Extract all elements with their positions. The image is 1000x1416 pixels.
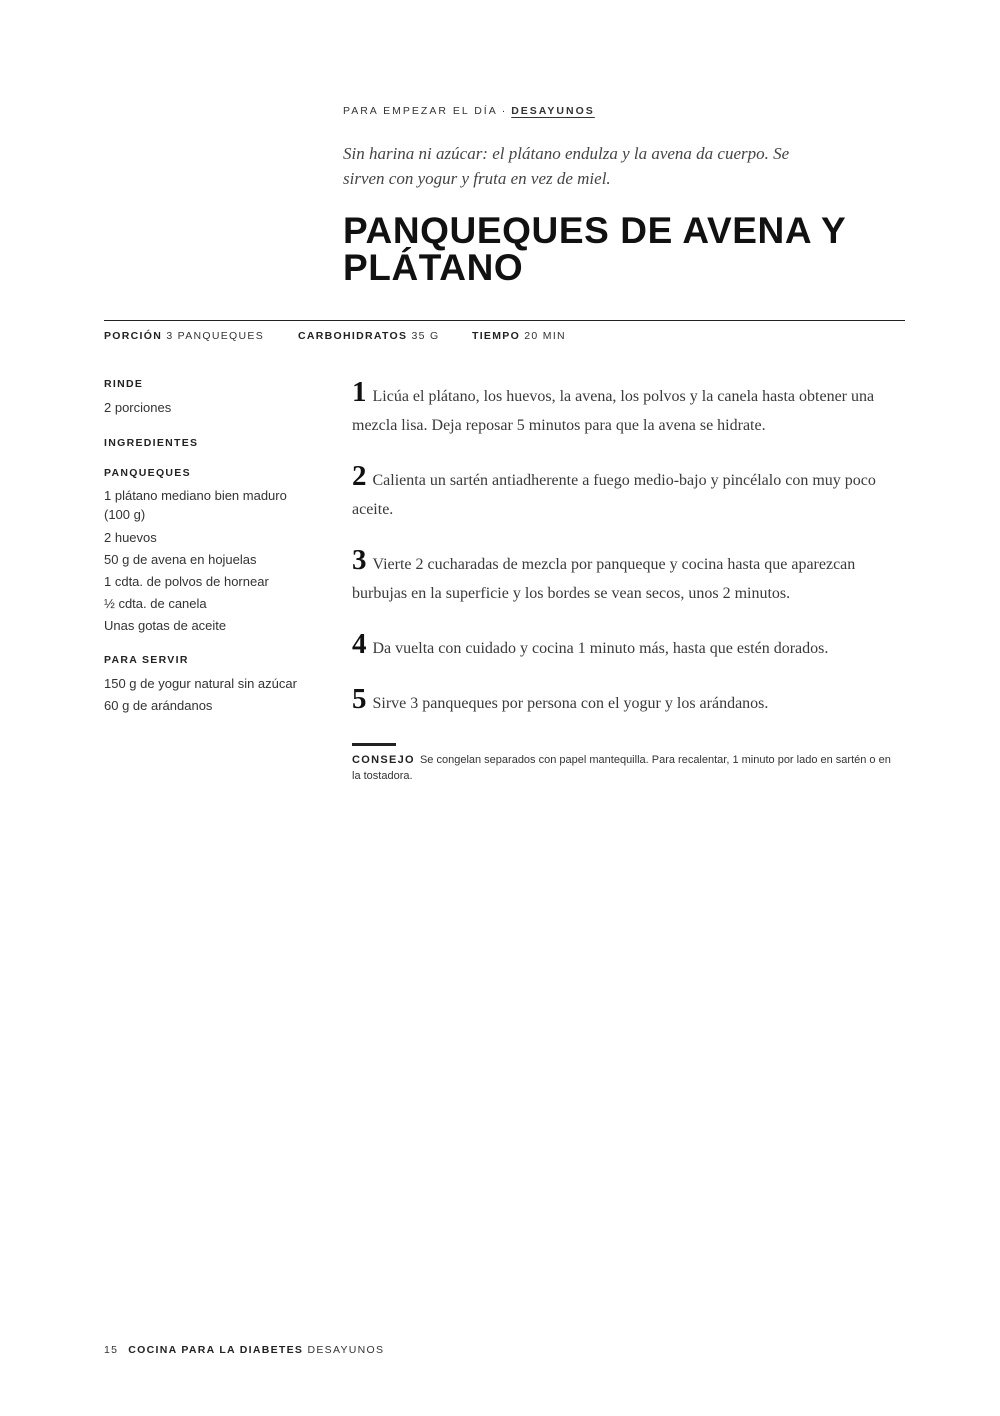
ingredient-item: 150 g de yogur natural sin azúcar — [104, 676, 297, 691]
tip-note — [352, 752, 897, 784]
step-4 — [352, 630, 897, 663]
step-2 — [352, 462, 897, 524]
group-heading-panqueques: PANQUEQUES — [104, 467, 191, 479]
ingredient-item: 50 g de avena en hojuelas — [104, 552, 257, 567]
ingredient-item: 1 plátano mediano bien maduro (100 g) — [104, 488, 287, 522]
step-number: 2 — [352, 460, 367, 492]
meta-carbs — [298, 330, 472, 342]
ingredient-item: 60 g de arándanos — [104, 698, 213, 713]
recipe-title-line-1: PANQUEQUES DE AVENA Y — [343, 210, 847, 251]
tip-label: CONSEJO — [352, 754, 415, 766]
ingredients-sidebar — [104, 377, 314, 717]
meta-carbs-label: CARBOHIDRATOS — [298, 330, 408, 342]
step-text: Calienta un sartén antiadherente a fuego medio-bajo y pincélalo con muy poco aceite. — [352, 472, 876, 518]
tip-text: Se congelan separados con papel mantequilla. Para recalentar, 1 minuto por lado en sartén o en la tostadora. — [352, 754, 891, 782]
ingredient-list-panqueques — [104, 486, 314, 637]
step-text: Licúa el plátano, los huevos, la avena, los polvos y la canela hasta obtener una mezcla lisa. Deja reposar 5 minutos para que la avena se hidrate. — [352, 388, 875, 434]
step-text: Sirve 3 panqueques por persona con el yogur y los arándanos. — [372, 695, 769, 712]
meta-portion-value: 3 PANQUEQUES — [166, 330, 265, 342]
tip-accent-bar — [352, 743, 396, 746]
section-kicker — [343, 105, 595, 117]
group-heading-para-servir: PARA SERVIR — [104, 654, 189, 666]
ingredient-item: 1 cdta. de polvos de hornear — [104, 574, 269, 589]
ingredient-item: 2 huevos — [104, 530, 157, 545]
recipe-meta — [104, 330, 566, 342]
meta-portion-label: PORCIÓN — [104, 330, 163, 342]
recipe-title — [343, 212, 943, 286]
page-footer — [104, 1344, 384, 1356]
method-steps — [352, 378, 897, 740]
footer-book-title: COCINA PARA LA DIABETES — [128, 1344, 304, 1356]
ingredients-heading: INGREDIENTES — [104, 437, 199, 449]
footer-section: DESAYUNOS — [307, 1344, 385, 1356]
recipe-intro: Sin harina ni azúcar: el plátano endulza y la avena da cuerpo. Se sirven con yogur y fruta en vez de miel. — [343, 144, 790, 188]
yield-heading: RINDE — [104, 378, 144, 390]
recipe-title-line-2: PLÁTANO — [343, 247, 524, 288]
yield-value: 2 porciones — [104, 400, 172, 415]
kicker-separator: · — [501, 105, 508, 117]
kicker-text: PARA EMPEZAR EL DÍA — [343, 105, 498, 117]
title-divider — [104, 320, 905, 321]
meta-time — [472, 330, 566, 342]
step-3 — [352, 546, 897, 608]
meta-time-label: TIEMPO — [472, 330, 521, 342]
ingredient-item: ½ cdta. de canela — [104, 596, 207, 611]
step-number: 5 — [352, 683, 367, 715]
kicker-category-link[interactable]: DESAYUNOS — [511, 105, 595, 117]
step-text: Vierte 2 cucharadas de mezcla por panqueque y cocina hasta que aparezcan burbujas en la superficie y los bordes se vean secos, unos 2 minutos. — [352, 556, 856, 602]
step-text: Da vuelta con cuidado y cocina 1 minuto más, hasta que estén dorados. — [372, 640, 829, 657]
step-number: 4 — [352, 628, 367, 660]
meta-time-value: 20 MIN — [524, 330, 566, 342]
page-number: 15 — [104, 1344, 119, 1356]
step-5 — [352, 685, 897, 718]
ingredient-list-para-servir — [104, 673, 314, 717]
meta-portion — [104, 330, 298, 342]
ingredient-item: Unas gotas de aceite — [104, 618, 227, 633]
meta-carbs-value: 35 G — [411, 330, 440, 342]
step-1 — [352, 378, 897, 440]
step-number: 1 — [352, 376, 367, 408]
step-number: 3 — [352, 544, 367, 576]
